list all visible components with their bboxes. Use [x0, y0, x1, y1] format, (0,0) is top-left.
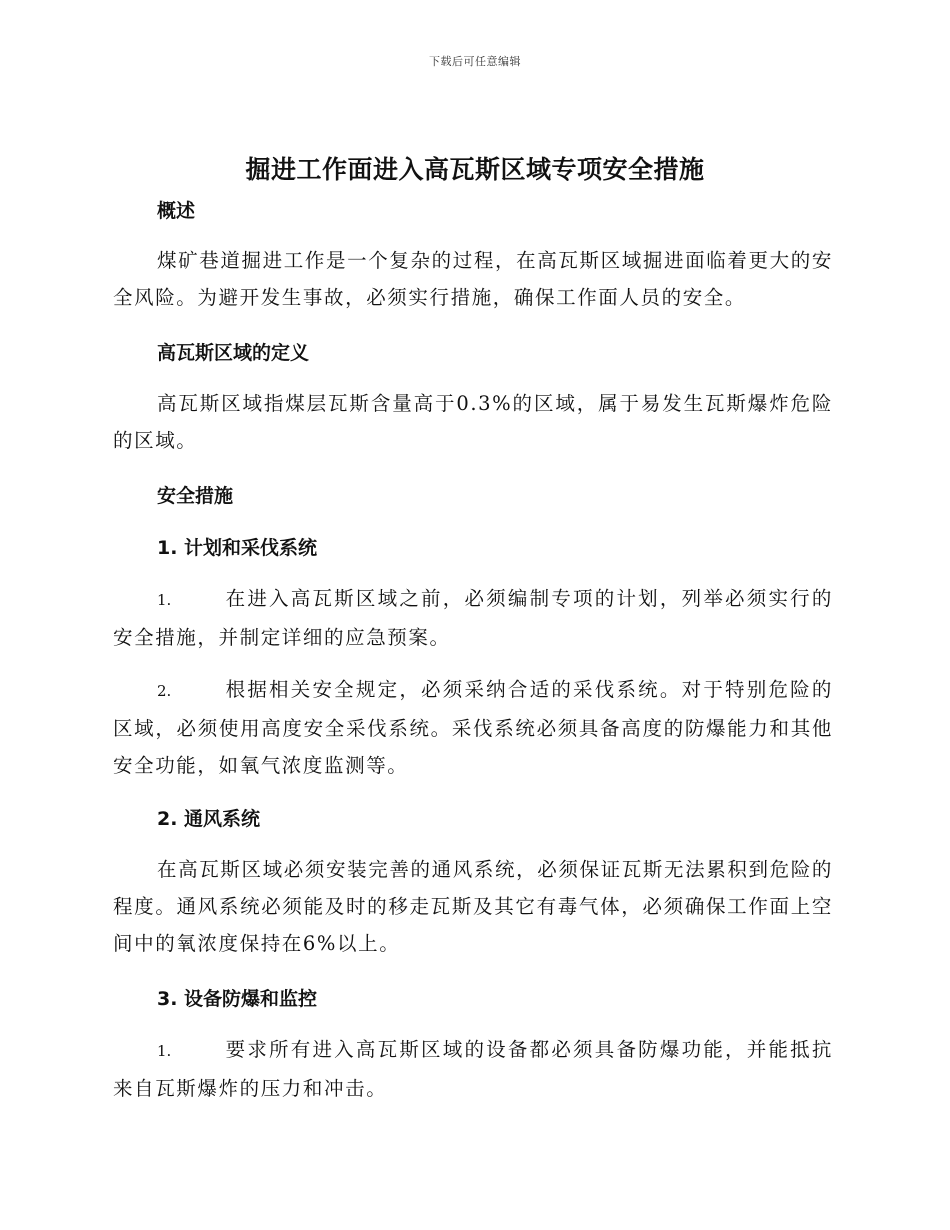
subsection-heading-ventilation: 2. 通风系统: [157, 808, 261, 830]
list-item-planning-2: [113, 671, 833, 784]
subsection-heading-planning: 1. 计划和采伐系统: [157, 537, 318, 559]
list-item-equipment-1: [113, 1031, 833, 1107]
section-heading-measures: 安全措施: [157, 485, 234, 507]
list-item-text: 根据相关安全规定，必须采纳合适的采伐系统。对于特别危险的区域，必须使用高度安全采伐系统。采伐系统必须具备高度的防爆能力和其他安全功能，如氧气浓度监测等。: [113, 678, 833, 777]
list-item-text: 在进入高瓦斯区域之前，必须编制专项的计划，列举必须实行的安全措施，并制定详细的应急预案。: [113, 587, 833, 649]
list-item-number: 1.: [157, 1042, 172, 1060]
paragraph-overview: 煤矿巷道掘进工作是一个复杂的过程，在高瓦斯区域掘进面临着更大的安全风险。为避开发生事故，必须实行措施，确保工作面人员的安全。: [113, 249, 833, 309]
paragraph-definition: 高瓦斯区域指煤层瓦斯含量高于0.3%的区域，属于易发生瓦斯爆炸危险的区域。: [113, 392, 833, 452]
list-item-number: 2.: [157, 682, 172, 700]
section-heading-overview: 概述: [157, 200, 196, 222]
page-header-note: 下载后可任意编辑: [429, 55, 521, 68]
subsection-heading-equipment: 3. 设备防爆和监控: [157, 988, 318, 1010]
list-item-planning-1: [113, 580, 833, 656]
list-item-text: 要求所有进入高瓦斯区域的设备都必须具备防爆功能，并能抵抗来自瓦斯爆炸的压力和冲击。: [113, 1038, 833, 1100]
section-heading-definition: 高瓦斯区域的定义: [157, 342, 310, 364]
paragraph-ventilation: 在高瓦斯区域必须安装完善的通风系统，必须保证瓦斯无法累积到危险的程度。通风系统必须能及时的移走瓦斯及其它有毒气体，必须确保工作面上空间中的氧浓度保持在6%以上。: [113, 858, 833, 955]
list-item-number: 1.: [157, 591, 172, 609]
document-title: 掘进工作面进入高瓦斯区域专项安全措施: [245, 155, 705, 184]
